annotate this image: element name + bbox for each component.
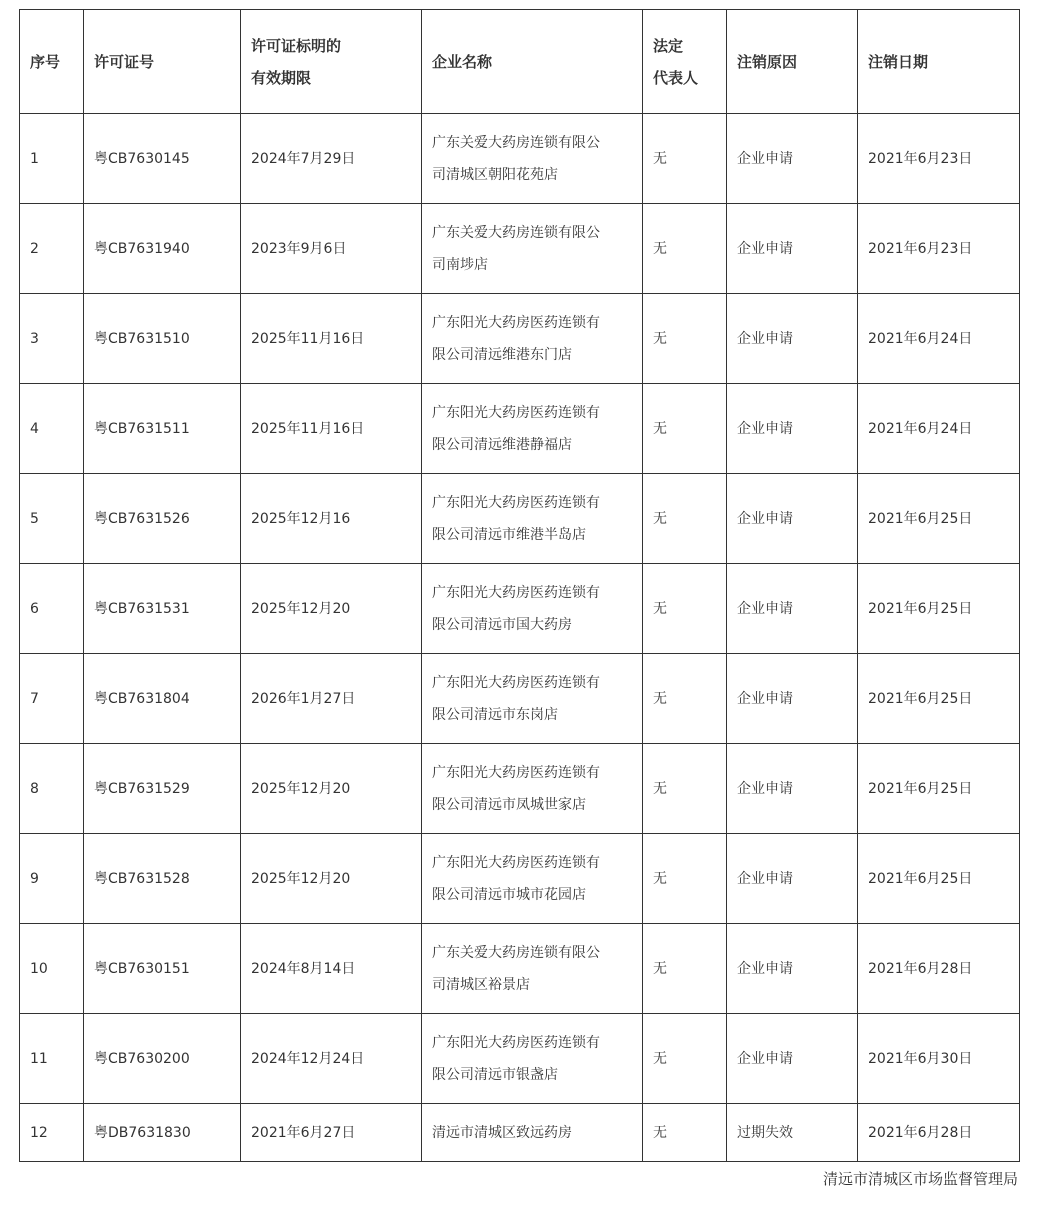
cell-date: 2021年6月28日 xyxy=(858,924,1020,1014)
cell-seq: 3 xyxy=(20,294,84,384)
cell-date: 2021年6月23日 xyxy=(858,204,1020,294)
company-line2: 司清城区裕景店 xyxy=(432,976,530,993)
cell-legal-rep: 无 xyxy=(643,294,727,384)
company-line2: 限公司清远市银盏店 xyxy=(432,1066,558,1083)
company-line2: 限公司清远维港静福店 xyxy=(432,436,572,453)
company-line2: 限公司清远市城市花园店 xyxy=(432,886,586,903)
cell-legal-rep: 无 xyxy=(643,924,727,1014)
cell-validity: 2024年12月24日 xyxy=(241,1014,422,1104)
company-line1: 广东阳光大药房医药连锁有 xyxy=(432,404,600,421)
cell-legal-rep: 无 xyxy=(643,474,727,564)
cell-license-no: 粤CB7631940 xyxy=(84,204,241,294)
cell-date: 2021年6月25日 xyxy=(858,474,1020,564)
cell-company xyxy=(422,744,643,834)
table-row xyxy=(20,744,1020,834)
cell-date: 2021年6月23日 xyxy=(858,114,1020,204)
company-line2: 限公司清远市维港半岛店 xyxy=(432,526,586,543)
cell-date: 2021年6月25日 xyxy=(858,834,1020,924)
cell-license-no: 粤CB7631528 xyxy=(84,834,241,924)
cell-license-no: 粤CB7631510 xyxy=(84,294,241,384)
cell-company xyxy=(422,204,643,294)
company-line1: 广东关爱大药房连锁有限公 xyxy=(432,944,600,961)
cell-reason: 企业申请 xyxy=(727,654,858,744)
cell-license-no: 粤CB7631529 xyxy=(84,744,241,834)
table-row xyxy=(20,114,1020,204)
cell-legal-rep: 无 xyxy=(643,564,727,654)
cell-license-no: 粤CB7631804 xyxy=(84,654,241,744)
company-line1: 广东阳光大药房医药连锁有 xyxy=(432,314,600,331)
cell-date: 2021年6月25日 xyxy=(858,564,1020,654)
header-legal-line2: 代表人 xyxy=(653,68,699,87)
table-row xyxy=(20,474,1020,564)
cell-validity: 2024年8月14日 xyxy=(241,924,422,1014)
cell-validity: 2025年12月20 xyxy=(241,834,422,924)
table-row xyxy=(20,924,1020,1014)
cell-validity: 2025年12月20 xyxy=(241,744,422,834)
cell-date: 2021年6月25日 xyxy=(858,654,1020,744)
table-row xyxy=(20,384,1020,474)
cell-seq: 11 xyxy=(20,1014,84,1104)
cell-validity: 2024年7月29日 xyxy=(241,114,422,204)
company-line1: 广东阳光大药房医药连锁有 xyxy=(432,584,600,601)
cell-date: 2021年6月24日 xyxy=(858,294,1020,384)
cell-seq: 7 xyxy=(20,654,84,744)
cell-seq: 4 xyxy=(20,384,84,474)
cell-company xyxy=(422,1014,643,1104)
cell-reason: 企业申请 xyxy=(727,384,858,474)
cell-company: 清远市清城区致远药房 xyxy=(422,1104,643,1162)
cell-legal-rep: 无 xyxy=(643,384,727,474)
cell-license-no: 粤CB7630200 xyxy=(84,1014,241,1104)
cell-validity: 2021年6月27日 xyxy=(241,1104,422,1162)
cell-legal-rep: 无 xyxy=(643,744,727,834)
cell-reason: 企业申请 xyxy=(727,204,858,294)
cell-company xyxy=(422,564,643,654)
cell-license-no: 粤CB7631526 xyxy=(84,474,241,564)
cell-validity: 2025年11月16日 xyxy=(241,294,422,384)
cell-seq: 10 xyxy=(20,924,84,1014)
company-line1: 广东关爱大药房连锁有限公 xyxy=(432,134,600,151)
cell-date: 2021年6月25日 xyxy=(858,744,1020,834)
cell-reason: 企业申请 xyxy=(727,924,858,1014)
cell-legal-rep: 无 xyxy=(643,834,727,924)
cell-license-no: 粤CB7630145 xyxy=(84,114,241,204)
cell-reason: 企业申请 xyxy=(727,294,858,384)
company-line2: 司清城区朝阳花苑店 xyxy=(432,166,558,183)
cell-company xyxy=(422,834,643,924)
cell-validity: 2025年12月16 xyxy=(241,474,422,564)
cell-legal-rep: 无 xyxy=(643,1104,727,1162)
cell-license-no: 粤DB7631830 xyxy=(84,1104,241,1162)
cell-seq: 5 xyxy=(20,474,84,564)
cell-reason: 企业申请 xyxy=(727,834,858,924)
cell-company xyxy=(422,384,643,474)
cell-license-no: 粤CB7630151 xyxy=(84,924,241,1014)
header-date: 注销日期 xyxy=(858,10,1020,114)
company-line1: 广东阳光大药房医药连锁有 xyxy=(432,854,600,871)
cell-reason: 企业申请 xyxy=(727,1014,858,1104)
header-seq: 序号 xyxy=(20,10,84,114)
company-line2: 限公司清远市凤城世家店 xyxy=(432,796,586,813)
cell-company xyxy=(422,654,643,744)
cell-legal-rep: 无 xyxy=(643,654,727,744)
company-line1: 广东关爱大药房连锁有限公 xyxy=(432,224,600,241)
cell-legal-rep: 无 xyxy=(643,204,727,294)
company-line2: 司南埗店 xyxy=(432,256,488,273)
cell-date: 2021年6月24日 xyxy=(858,384,1020,474)
cell-company xyxy=(422,474,643,564)
company-line1: 广东阳光大药房医药连锁有 xyxy=(432,494,600,511)
cell-seq: 12 xyxy=(20,1104,84,1162)
cell-validity: 2026年1月27日 xyxy=(241,654,422,744)
cell-reason: 企业申请 xyxy=(727,474,858,564)
header-legal-rep xyxy=(643,10,727,114)
header-validity-line2: 有效期限 xyxy=(251,68,312,87)
cell-seq: 9 xyxy=(20,834,84,924)
company-line2: 限公司清远维港东门店 xyxy=(432,346,572,363)
company-line1: 广东阳光大药房医药连锁有 xyxy=(432,764,600,781)
cell-date: 2021年6月28日 xyxy=(858,1104,1020,1162)
cell-reason: 企业申请 xyxy=(727,564,858,654)
cell-company xyxy=(422,294,643,384)
table-row xyxy=(20,204,1020,294)
company-line2: 限公司清远市国大药房 xyxy=(432,616,572,633)
cell-company xyxy=(422,114,643,204)
table-header-row xyxy=(20,10,1020,114)
cell-reason: 过期失效 xyxy=(727,1104,858,1162)
header-license-no: 许可证号 xyxy=(84,10,241,114)
table-row xyxy=(20,564,1020,654)
cell-company xyxy=(422,924,643,1014)
table-row xyxy=(20,1104,1020,1162)
table-row xyxy=(20,1014,1020,1104)
company-line1: 广东阳光大药房医药连锁有 xyxy=(432,1034,600,1051)
cell-seq: 6 xyxy=(20,564,84,654)
cell-reason: 企业申请 xyxy=(727,114,858,204)
cell-validity: 2025年12月20 xyxy=(241,564,422,654)
cell-validity: 2025年11月16日 xyxy=(241,384,422,474)
table-row xyxy=(20,654,1020,744)
cell-date: 2021年6月30日 xyxy=(858,1014,1020,1104)
table-row xyxy=(20,834,1020,924)
header-reason: 注销原因 xyxy=(727,10,858,114)
cell-legal-rep: 无 xyxy=(643,1014,727,1104)
cell-reason: 企业申请 xyxy=(727,744,858,834)
company-line1: 广东阳光大药房医药连锁有 xyxy=(432,674,600,691)
deregistration-table xyxy=(19,9,1020,1162)
cell-seq: 8 xyxy=(20,744,84,834)
issuing-authority: 清远市清城区市场监督管理局 xyxy=(822,1170,1018,1188)
company-line2: 限公司清远市东岗店 xyxy=(432,706,558,723)
cell-license-no: 粤CB7631511 xyxy=(84,384,241,474)
cell-seq: 1 xyxy=(20,114,84,204)
header-legal-line1: 法定 xyxy=(653,36,684,55)
table-row xyxy=(20,294,1020,384)
cell-license-no: 粤CB7631531 xyxy=(84,564,241,654)
header-validity xyxy=(241,10,422,114)
cell-legal-rep: 无 xyxy=(643,114,727,204)
cell-seq: 2 xyxy=(20,204,84,294)
cell-validity: 2023年9月6日 xyxy=(241,204,422,294)
header-validity-line1: 许可证标明的 xyxy=(251,36,342,55)
header-company: 企业名称 xyxy=(422,10,643,114)
